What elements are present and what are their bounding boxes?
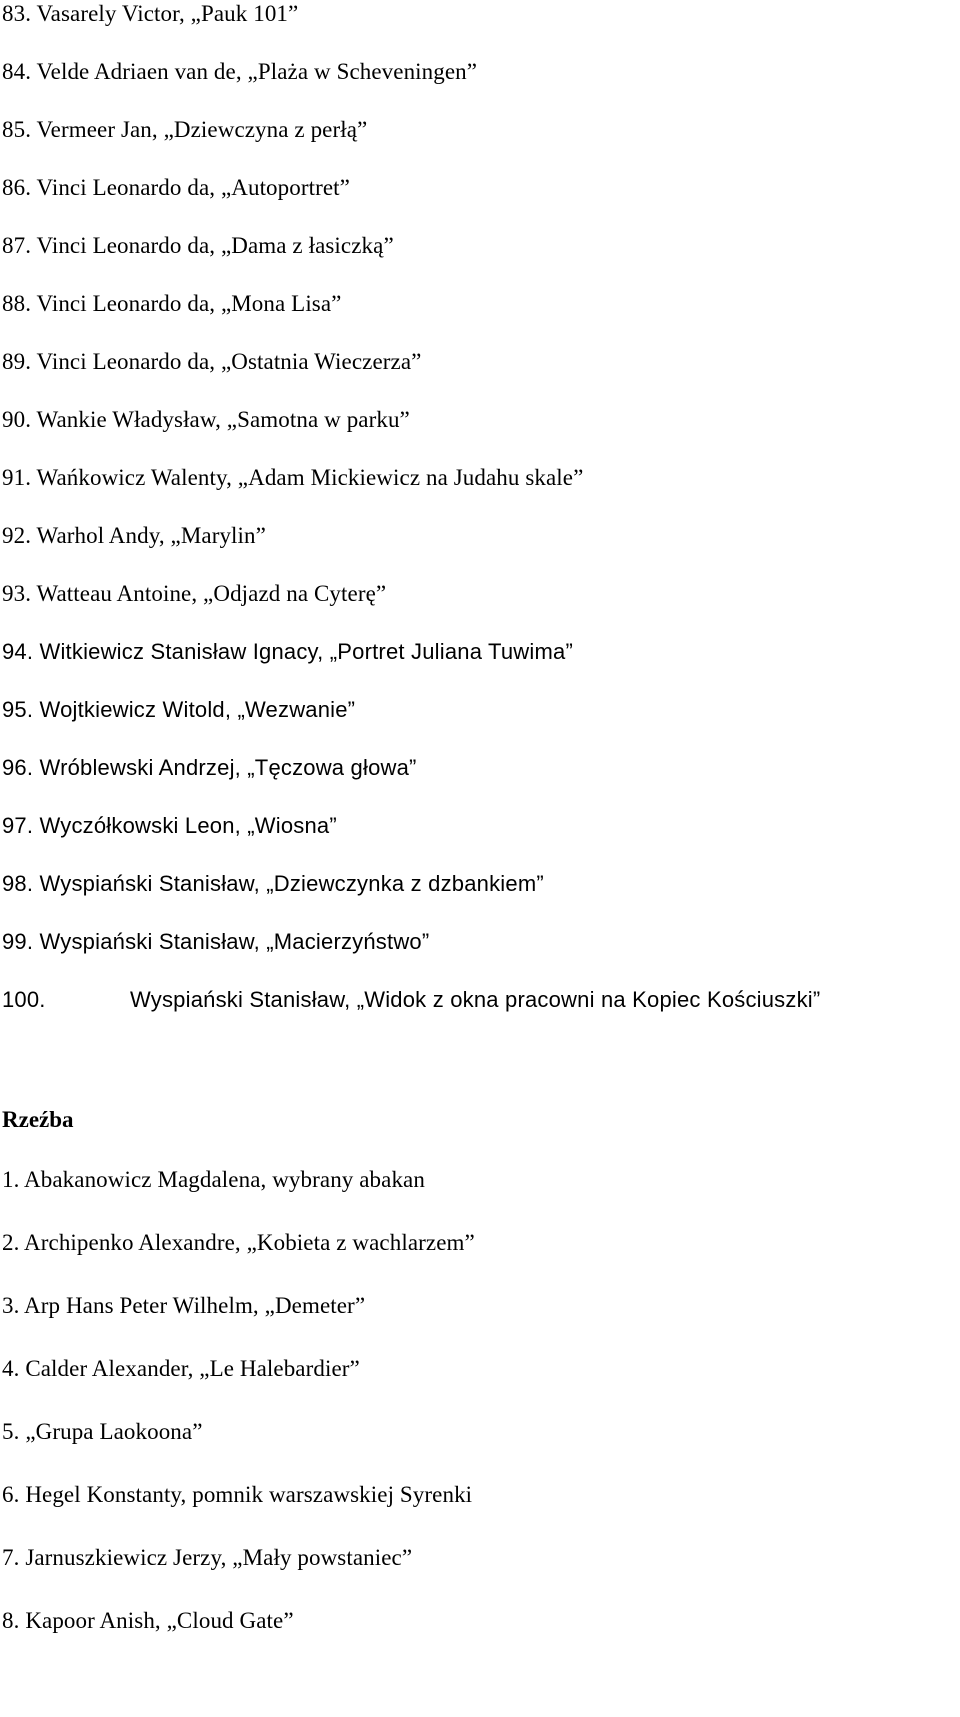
- list-item: [2, 1229, 475, 1257]
- section-heading: Rzeźba: [2, 1107, 74, 1132]
- item-number: 83.: [2, 1, 32, 26]
- item-number: 98.: [2, 871, 34, 896]
- item-number: 99.: [2, 929, 34, 954]
- list-item: [2, 1544, 412, 1572]
- item-text: Arp Hans Peter Wilhelm, „Demeter”: [24, 1293, 366, 1318]
- item-text: Warhol Andy, „Marylin”: [36, 523, 266, 548]
- item-number: 100.: [2, 987, 46, 1012]
- item-number: 97.: [2, 813, 34, 838]
- item-number: 6.: [2, 1482, 20, 1507]
- item-text: Vinci Leonardo da, „Ostatnia Wieczerza”: [36, 349, 422, 374]
- item-number: 84.: [2, 59, 32, 84]
- item-text: Wyczółkowski Leon, „Wiosna”: [39, 813, 337, 838]
- list-item: [2, 232, 394, 260]
- list-item: [2, 116, 367, 144]
- item-number: 7.: [2, 1545, 20, 1570]
- item-number: 88.: [2, 291, 32, 316]
- list-item: [2, 406, 410, 434]
- item-text: Jarnuszkiewicz Jerzy, „Mały powstaniec”: [25, 1545, 413, 1570]
- item-text: Wyspiański Stanisław, „Macierzyństwo”: [39, 929, 430, 954]
- list-item: [2, 986, 820, 1014]
- list-item: [2, 1607, 294, 1635]
- item-number: 2.: [2, 1230, 20, 1255]
- item-number: 1.: [2, 1167, 20, 1192]
- list-item: [2, 0, 298, 28]
- item-number: 3.: [2, 1293, 20, 1318]
- item-text: Vermeer Jan, „Dziewczyna z perłą”: [36, 117, 368, 142]
- list-item: [2, 290, 341, 318]
- item-number: 96.: [2, 755, 34, 780]
- item-number: 5.: [2, 1419, 20, 1444]
- list-item: [2, 1481, 472, 1509]
- item-text: Wyspiański Stanisław, „Widok z okna pracowni na Kopiec Kościuszki”: [130, 987, 821, 1012]
- item-number: 92.: [2, 523, 32, 548]
- item-text: Wyspiański Stanisław, „Dziewczynka z dzbankiem”: [39, 871, 544, 896]
- item-text: Calder Alexander, „Le Halebardier”: [25, 1356, 360, 1381]
- item-text: Vinci Leonardo da, „Dama z łasiczką”: [36, 233, 394, 258]
- item-number: 8.: [2, 1608, 20, 1633]
- list-item: [2, 464, 583, 492]
- list-item: [2, 58, 477, 86]
- list-item: [2, 812, 337, 840]
- item-number: 91.: [2, 465, 32, 490]
- item-number: 85.: [2, 117, 32, 142]
- list-item: [2, 1166, 425, 1194]
- list-item: [2, 1292, 365, 1320]
- list-item: [2, 870, 544, 898]
- item-number: 89.: [2, 349, 32, 374]
- item-text: Vasarely Victor, „Pauk 101”: [36, 1, 299, 26]
- list-item: [2, 696, 355, 724]
- item-text: Wróblewski Andrzej, „Tęczowa głowa”: [39, 755, 417, 780]
- item-text: Witkiewicz Stanisław Ignacy, „Portret Juliana Tuwima”: [39, 639, 573, 664]
- item-text: Vinci Leonardo da, „Autoportret”: [36, 175, 350, 200]
- list-item: [2, 348, 421, 376]
- list-item: [2, 580, 386, 608]
- item-text: Vinci Leonardo da, „Mona Lisa”: [36, 291, 342, 316]
- list-item: [2, 1355, 360, 1383]
- list-item: [2, 928, 429, 956]
- item-text: Wankie Władysław, „Samotna w parku”: [36, 407, 410, 432]
- item-number: 93.: [2, 581, 32, 606]
- item-text: „Grupa Laokoona”: [25, 1419, 203, 1444]
- list-item: [2, 174, 350, 202]
- item-number: 94.: [2, 639, 34, 664]
- list-item: [2, 638, 573, 666]
- item-number: 87.: [2, 233, 32, 258]
- item-number: 4.: [2, 1356, 20, 1381]
- list-item: [2, 1418, 203, 1446]
- list-item: [2, 754, 417, 782]
- item-text: Hegel Konstanty, pomnik warszawskiej Syrenki: [25, 1482, 473, 1507]
- item-text: Wojtkiewicz Witold, „Wezwanie”: [39, 697, 356, 722]
- list-item: [2, 522, 266, 550]
- item-text: Abakanowicz Magdalena, wybrany abakan: [24, 1167, 425, 1192]
- item-number: 86.: [2, 175, 32, 200]
- item-text: Watteau Antoine, „Odjazd na Cyterę”: [36, 581, 387, 606]
- item-number: 95.: [2, 697, 34, 722]
- item-text: Velde Adriaen van de, „Plaża w Scheveningen”: [36, 59, 478, 84]
- item-text: Kapoor Anish, „Cloud Gate”: [25, 1608, 294, 1633]
- item-text: Wańkowicz Walenty, „Adam Mickiewicz na Judahu skale”: [36, 465, 584, 490]
- item-number: 90.: [2, 407, 32, 432]
- item-text: Archipenko Alexandre, „Kobieta z wachlarzem”: [24, 1230, 475, 1255]
